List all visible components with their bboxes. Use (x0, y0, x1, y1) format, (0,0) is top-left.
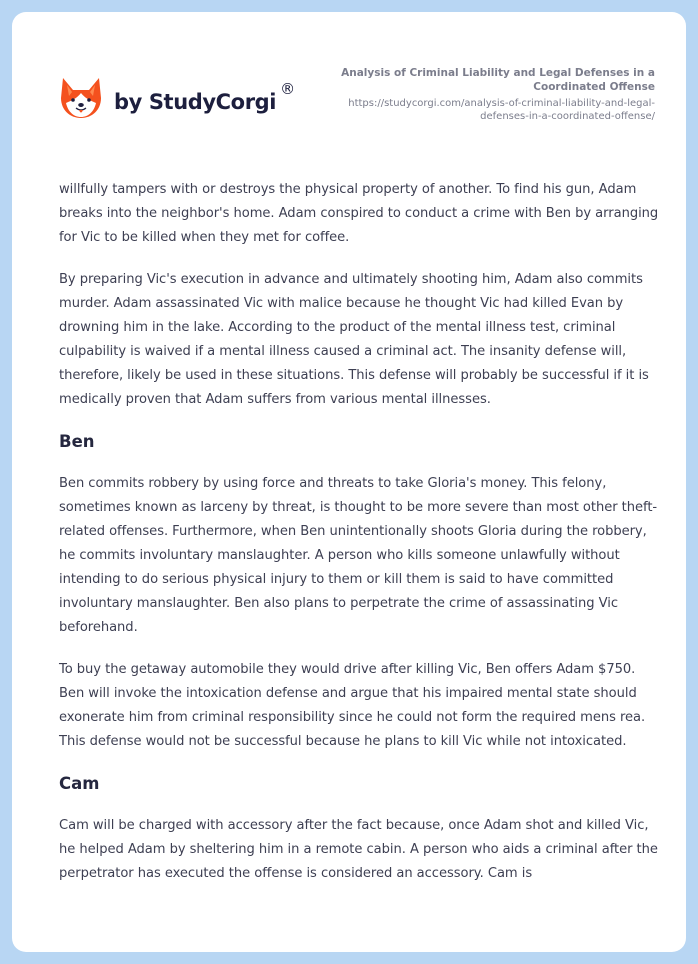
paragraph-cam-accessory: Cam will be charged with accessory after the fact because, once Adam shot and killed Vic, he helped Adam by sheltering him in a remote cabin. A person who aids a criminal after the perpetrator has executed the offense is considered an accessory. Cam is (59, 818, 658, 881)
corgi-logo-icon (60, 76, 102, 120)
document-meta (305, 66, 655, 123)
studycorgi-logo[interactable] (60, 76, 295, 120)
document-card (12, 12, 686, 952)
paragraph-ben-defense: To buy the getaway automobile they would drive after killing Vic, Ben offers Adam $750. Ben will invoke the intoxication defense and argue that his impaired mental state should exonerate him from criminal responsibility since he could not form the required mens rea. This defense would not be successful because he plans to kill Vic while not intoxicated. (59, 662, 646, 749)
article-body (59, 178, 659, 904)
paragraph-ben-robbery: Ben commits robbery by using force and threats to take Gloria's money. This felony, sometimes known as larceny by threat, is thought to be more severe than most other theft-related offenses. Furthermore, when Ben unintentionally shoots Gloria during the robbery, he commits involuntary manslaughter. A person who kills someone unlawfully without intending to do serious physical injury to them or kill them is said to have committed involuntary manslaughter. Ben also plans to perpetrate the crime of assassinating Vic beforehand. (59, 476, 658, 635)
registered-mark: ® (280, 80, 296, 98)
paragraph-adam-murder: By preparing Vic's execution in advance and ultimately shooting him, Adam also commits murder. Adam assassinated Vic with malice because he thought Vic had killed Evan by drowning him in the lake. According to the product of the mental illness test, criminal culpability is waived if a mental illness caused a criminal act. The insanity defense will, therefore, likely be used in these situations. This defense will probably be successful if it is medically proven that Adam suffers from various mental illnesses. (59, 272, 649, 407)
logo-wordmark: by StudyCorgi (114, 90, 277, 114)
paragraph-adam-crimes: willfully tampers with or destroys the physical property of another. To find his gun, Adam breaks into the neighbor's home. Adam conspired to conduct a crime with Ben by arranging for Vic to be killed when they met for coffee. (59, 182, 659, 245)
section-heading-cam: Cam (59, 774, 100, 793)
section-heading-ben: Ben (59, 432, 95, 451)
page-header (12, 12, 686, 162)
document-title: Analysis of Criminal Liability and Legal Defenses in a Coordinated Offense (341, 67, 655, 93)
document-url[interactable]: https://studycorgi.com/analysis-of-criminal-liability-and-legal-defenses-in-a-coordinated-offense/ (348, 98, 655, 122)
